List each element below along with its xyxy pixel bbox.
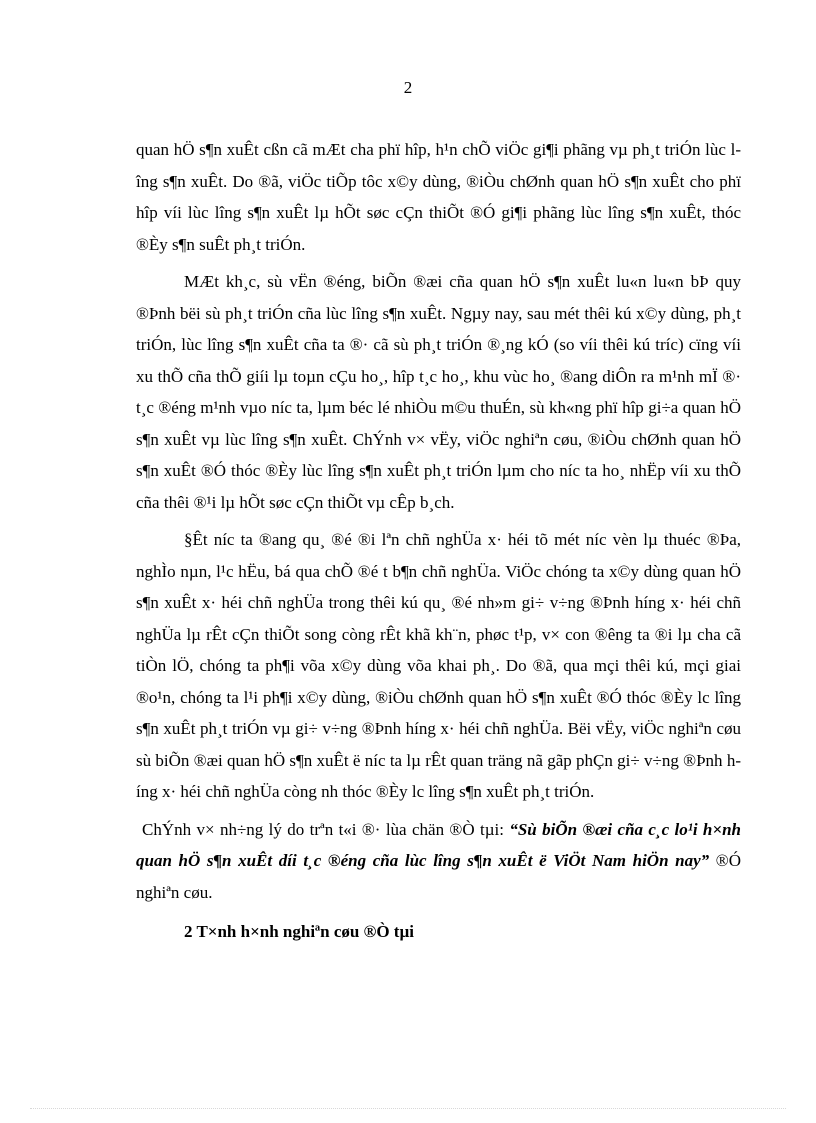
topic-title: “Sù biÕn ®æi cña c¸c lo¹i h×nh quan hÖ s¶n xuÊt díi t¸c ®éng cña lùc lîng s¶n xuÊt ë ViÖt Nam hiÖn nay” bbox=[136, 819, 741, 870]
paragraph-4-lead: ChÝnh v× nh÷ng lý do trªn t«i ®· lùa chän ®Ò tµi: bbox=[142, 819, 510, 839]
paragraph-2: MÆt kh¸c, sù vËn ®éng, biÕn ®æi cña quan hÖ s¶n xuÊt lu«n lu«n bÞ quy ®Þnh bëi sù ph¸t triÓn cña lùc lîng s¶n xuÊt. Ngµy nay, sau mét thêi kú x©y dùng, ph¸t triÓn, lùc lîng s¶n xuÊt cña ta ®· cã sù ph¸t triÓn ®¸ng kÓ (so víi thêi kú tríc) cïng víi xu thÕ cña thÕ giíi lµ toµn cÇu ho¸, hîp t¸c ho¸, khu vùc ho¸ ®ang diÔn ra m¹nh mÏ ®· t¸c ®éng m¹nh vµo níc ta, lµm béc lé nhiÒu m©u thuÉn, sù kh«ng phï hîp gi÷a quan hÖ s¶n xuÊt vµ lùc lîng s¶n xuÊt. ChÝnh v× vËy, viÖc nghiªn cøu, ®iÒu chØnh quan hÖ s¶n xuÊt ®Ó thóc ®Èy lùc lîng s¶n xuÊt ph¸t triÓn lµm cho níc ta ho¸ nhËp víi xu thÕ cña thêi ®¹i lµ hÕt søc cÇn thiÕt vµ cÊp b¸ch. bbox=[136, 272, 741, 512]
paragraph-3: §Êt níc ta ®ang qu¸ ®é ®i lªn chñ nghÜa x· héi tõ mét níc vèn lµ thuéc ®Þa, nghÌo nµn, l¹c hËu, bá qua chÕ ®é t b¶n chñ nghÜa. ViÖc chóng ta x©y dùng quan hÖ s¶n xuÊt x· héi chñ nghÜa trong thêi kú qu¸ ®é nh»m gi÷ v÷ng ®Þnh híng x· héi chñ nghÜa lµ rÊt cÇn thiÕt song còng rÊt khã kh¨n, phøc t¹p, v× con ®êng ta ®i lµ cha cã tiÒn lÖ, chóng ta ph¶i võa x©y dùng võa khai ph¸. Do ®ã, qua mçi thêi kú, mçi giai ®o¹n, chóng ta l¹i ph¶i x©y dùng, ®iÒu chØnh quan hÖ s¶n xuÊt ®Ó thóc ®Èy lc lîng s¶n xuÊt ph¸t triÓn vµ gi÷ v÷ng ®Þnh híng x· héi chñ nghÜa. Bëi vËy, viÖc nghiªn cøu sù biÕn ®æi quan hÖ s¶n xuÊt ë níc ta lµ rÊt quan träng nã gãp phÇn gi÷ v÷ng ®Þnh híng x· héi chñ nghÜa còng nh thóc ®Èy lc lîng s¶n xuÊt ph¸t triÓn. bbox=[136, 530, 741, 801]
page-number: 2 bbox=[403, 78, 413, 97]
page-bottom-divider bbox=[30, 1108, 786, 1109]
paragraph-1: quan hÖ s¶n xuÊt cßn cã mÆt cha phï hîp, h¹n chÕ viÖc gi¶i phãng vµ ph¸t triÓn lùc lîng s¶n xuÊt. Do ®ã, viÖc tiÕp tôc x©y dùng, ®iÒu chØnh quan hÖ s¶n xuÊt cho phï hîp víi lùc lîng s¶n xuÊt lµ hÕt søc cÇn thiÕt ®Ó gi¶i phãng lùc lîng s¶n xuÊt, thóc ®Èy s¶n suÊt ph¸t triÓn. bbox=[136, 140, 741, 254]
body-text bbox=[136, 134, 741, 948]
paragraph-4 bbox=[136, 814, 741, 909]
section-heading: 2 T×nh h×nh nghiªn cøu ®Ò tµi bbox=[184, 922, 414, 941]
paragraph-4-tail: ®Ó nghiªn cøu. bbox=[136, 851, 741, 902]
